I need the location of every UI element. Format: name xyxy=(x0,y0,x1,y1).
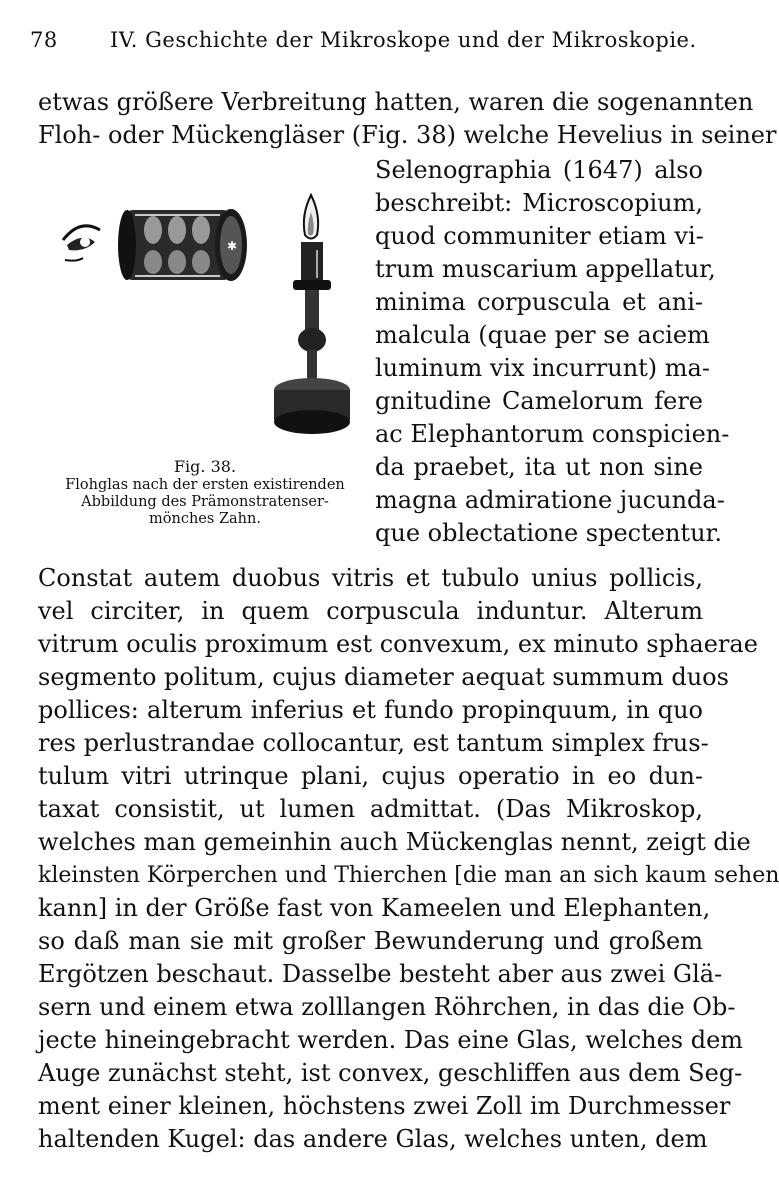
text-line: pollices: alterum inferius et fundo propinquum, in quo xyxy=(38,696,703,724)
text-line: etwas größere Verbreitung hatten, waren die sogenannten xyxy=(38,88,754,116)
column-line: minima corpuscula et ani- xyxy=(375,288,703,316)
column-line: luminum vix incurrunt) ma- xyxy=(375,354,710,382)
figure-label: Fig. 38. xyxy=(173,457,237,476)
column-line: ac Elephantorum conspicien- xyxy=(375,420,730,448)
text-line: vitrum oculis proximum est convexum, ex minuto sphaerae xyxy=(38,630,758,658)
text-line: vel circiter, in quem corpuscula induntur. Alterum xyxy=(38,597,703,625)
running-title: IV. Geschichte der Mikroskope und der Mikroskopie. xyxy=(110,28,697,52)
text-line: ment einer kleinen, höchstens zwei Zoll im Durchmesser xyxy=(38,1092,731,1120)
column-line: gnitudine Camelorum fere xyxy=(375,387,703,415)
column-line: que oblectatione spectentur. xyxy=(375,519,722,547)
column-line: malcula (quae per se aciem xyxy=(375,321,710,349)
text-line: so daß man sie mit großer Bewunderung und großem xyxy=(38,927,703,955)
eye-icon xyxy=(63,226,100,261)
caption-line: Abbildung des Prämonstratenser- xyxy=(81,494,329,510)
text-line: haltenden Kugel: das andere Glas, welches unten, dem xyxy=(38,1125,708,1153)
column-line: da praebet, ita ut non sine xyxy=(375,453,703,481)
text-line: Floh- oder Mückengläser (Fig. 38) welche Hevelius in seiner xyxy=(38,121,777,149)
caption-line: Flohglas nach der ersten existirenden xyxy=(65,477,345,493)
text-line: taxat consistit, ut lumen admittat. (Das Mikroskop, xyxy=(38,795,703,823)
text-line: Auge zunächst steht, ist convex, geschliffen aus dem Seg- xyxy=(38,1059,743,1087)
text-line: welches man gemeinhin auch Mückenglas nennt, zeigt die xyxy=(38,828,751,856)
flea-glass-illustration xyxy=(55,190,365,450)
text-line: tulum vitri utrinque plani, cujus operatio in eo dun- xyxy=(38,762,703,790)
text-line: jecte hineingebracht werden. Das eine Glas, welches dem xyxy=(38,1026,744,1054)
column-line: Selenographia (1647) also xyxy=(375,156,703,184)
text-line: kleinsten Körperchen und Thierchen [die man an sich kaum sehen xyxy=(38,863,779,888)
text-line: Ergötzen beschaut. Dasselbe besteht aber aus zwei Glä- xyxy=(38,960,723,988)
text-line: res perlustrandae collocantur, est tantum simplex frus- xyxy=(38,729,709,757)
caption-line: mönches Zahn. xyxy=(149,511,261,527)
running-header xyxy=(30,28,710,58)
svg-text:✱: ✱ xyxy=(227,239,238,253)
figure-caption xyxy=(40,458,370,528)
column-line: beschreibt: Microscopium, xyxy=(375,189,703,217)
column-line: trum muscarium appellatur, xyxy=(375,255,716,283)
page-number: 78 xyxy=(30,28,58,52)
text-line: kann] in der Größe fast von Kameelen und Elephanten, xyxy=(38,894,711,922)
text-line: Constat autem duobus vitris et tubulo unius pollicis, xyxy=(38,564,703,592)
text-line: sern und einem etwa zolllangen Röhrchen, in das die Ob- xyxy=(38,993,736,1021)
candle-icon xyxy=(274,195,350,434)
column-line: magna admiratione jucunda- xyxy=(375,486,725,514)
text-line: segmento politum, cujus diameter aequat summum duos xyxy=(38,663,729,691)
flea-glass-cylinder xyxy=(118,209,247,281)
column-line: quod communiter etiam vi- xyxy=(375,222,704,250)
